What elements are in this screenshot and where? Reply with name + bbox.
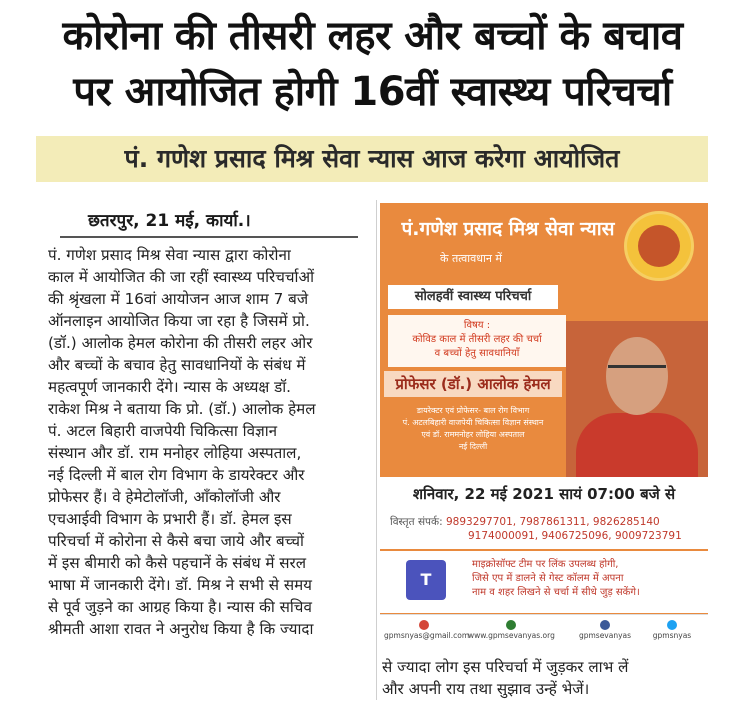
gmail-icon — [419, 620, 429, 630]
teams-line: जिसे एप में डालने से गेस्ट कॉलम में अपना — [472, 573, 624, 584]
headline-line-2: पर आयोजित होगी 16वीं स्वास्थ्य परिचर्चा — [73, 69, 672, 115]
footer-email: gpmsnyas@gmail.com — [384, 620, 464, 640]
article-line: राकेश मिश्र ने बताया कि प्रो. (डॉ.) आलोक हेमल — [48, 400, 316, 418]
poster-speaker: प्रोफेसर (डॉ.) आलोक हेमल — [384, 371, 562, 397]
article-line: काल में आयोजित की जा रहीं स्वास्थ्य परिचर्चाओं — [48, 268, 314, 286]
twitter-icon — [667, 620, 677, 630]
poster-event-name: सोलहवीं स्वास्थ्य परिचर्चा — [388, 285, 558, 309]
article-closing — [382, 656, 708, 700]
poster-subject-line: व बच्चों हेतु सावधानियाँ — [434, 348, 520, 359]
article-line: (डॉ.) आलोक हेमल कोरोना की तीसरी लहर ओर — [48, 334, 313, 352]
poster-date-time: शनिवार, 22 मई 2021 सायं 07:00 बजे से — [412, 485, 676, 503]
article-body — [48, 244, 372, 640]
teams-instructions — [472, 558, 698, 600]
closing-line: और अपनी राय तथा सुझाव उन्हें भेजें। — [382, 680, 590, 698]
article-line: नई दिल्ली में बाल रोग विभाग के डायरेक्टर और — [48, 466, 305, 484]
article-line: पं. अटल बिहारी वाजपेयी चिकित्सा विज्ञान — [48, 422, 278, 440]
headline-line-1: कोरोना की तीसरी लहर और बच्चों के बचाव — [62, 13, 683, 59]
designation-line: पं. अटलबिहारी वाजपेयी चिकित्सा विज्ञान संस्थान — [402, 418, 544, 427]
poster-designation — [388, 405, 558, 453]
contact-numbers: 9893297701, 7987861311, 9826285140 — [445, 516, 660, 528]
poster-subject — [388, 315, 566, 367]
globe-icon — [506, 620, 516, 630]
contact-numbers: 9174000091, 9406725096, 9009723791 — [468, 530, 682, 542]
article-line: परिचर्चा में कोरोना से कैसे बचा जाये और बच्चों — [48, 532, 304, 550]
footer-website: www.gpmsevanyas.org — [468, 620, 554, 640]
trust-logo-icon — [624, 211, 694, 281]
designation-line: एवं डॉ. राममनोहर लोहिया अस्पताल — [421, 430, 525, 439]
poster-contact — [380, 511, 708, 549]
article-line: एचआईवी विभाग के प्रभारी हैं। डॉ. हेमल इस — [48, 510, 292, 528]
article-line: से पूर्व जुड़ने का आग्रह किया है। न्यास की सचिव — [48, 598, 312, 616]
designation-line: डायरेक्टर एवं प्रोफेसर- बाल रोग विभाग — [416, 406, 530, 415]
article-line: पं. गणेश प्रसाद मिश्र सेवा न्यास द्वारा कोरोना — [48, 246, 291, 264]
facebook-icon — [600, 620, 610, 630]
teams-line: माइक्रोसॉफ्ट टीम पर लिंक उपलब्ध होगी, — [472, 559, 619, 570]
designation-line: नई दिल्ली — [458, 442, 488, 451]
article-line: में इस बीमारी को कैसे पहचानें के संबंध में सरल — [48, 554, 307, 572]
closing-line: से ज्यादा लोग इस परिचर्चा में जुड़कर लाभ लें — [382, 658, 629, 676]
footer-twitter: gpmsnyas — [642, 620, 702, 640]
article-line: की श्रृंखला में 16वां आयोजन आज शाम 7 बजे — [48, 290, 309, 308]
teams-line: नाम व शहर लिखने से चर्चा में सीधे जुड़ सकेंगे। — [472, 587, 640, 598]
contact-label: विस्तृत संपर्क: — [390, 516, 443, 528]
subheadline: पं. गणेश प्रसाद मिश्र सेवा न्यास आज करेगा आयोजित — [124, 144, 620, 173]
poster-subject-label: विषय : — [463, 320, 491, 331]
photo-shirt — [576, 413, 698, 483]
article-line: संस्थान और डॉ. राम मनोहर लोहिया अस्पताल, — [48, 444, 302, 462]
poster-title: पं.गणेश प्रसाद मिश्र सेवा न्यास — [401, 218, 615, 240]
article-line: महत्वपूर्ण जानकारी देंगे। न्यास के अध्यक्ष डॉ. — [48, 378, 291, 396]
speaker-photo — [566, 321, 708, 483]
microsoft-teams-icon: T — [406, 560, 446, 600]
article-line: और बच्चों के बचाव हेतु सावधानियों के संबंध में — [48, 356, 306, 374]
article-line: श्रीमती आशा रावत ने अनुरोध किया है कि ज्यादा — [48, 620, 314, 638]
footer-facebook: gpmsevanyas — [574, 620, 636, 640]
article-line: ऑनलाइन आयोजित किया जा रहा है जिसमें प्रो. — [48, 312, 310, 330]
poster-subject-line: कोविड काल में तीसरी लहर की चर्चा — [412, 334, 542, 345]
dateline-divider — [60, 236, 358, 238]
article-line: प्रोफेसर हैं। वे हेमेटोलॉजी, ऑंकोलॉजी और — [48, 488, 281, 506]
poster-under-aegis: के तत्वावधान में — [440, 252, 503, 265]
photo-glasses — [608, 365, 666, 380]
column-divider — [376, 200, 377, 700]
article-line: भाषा में जानकारी देंगे। डॉ. मिश्र ने सभी से समय — [48, 576, 312, 594]
dateline: छतरपुर, 21 मई, कार्या.। — [88, 211, 251, 231]
